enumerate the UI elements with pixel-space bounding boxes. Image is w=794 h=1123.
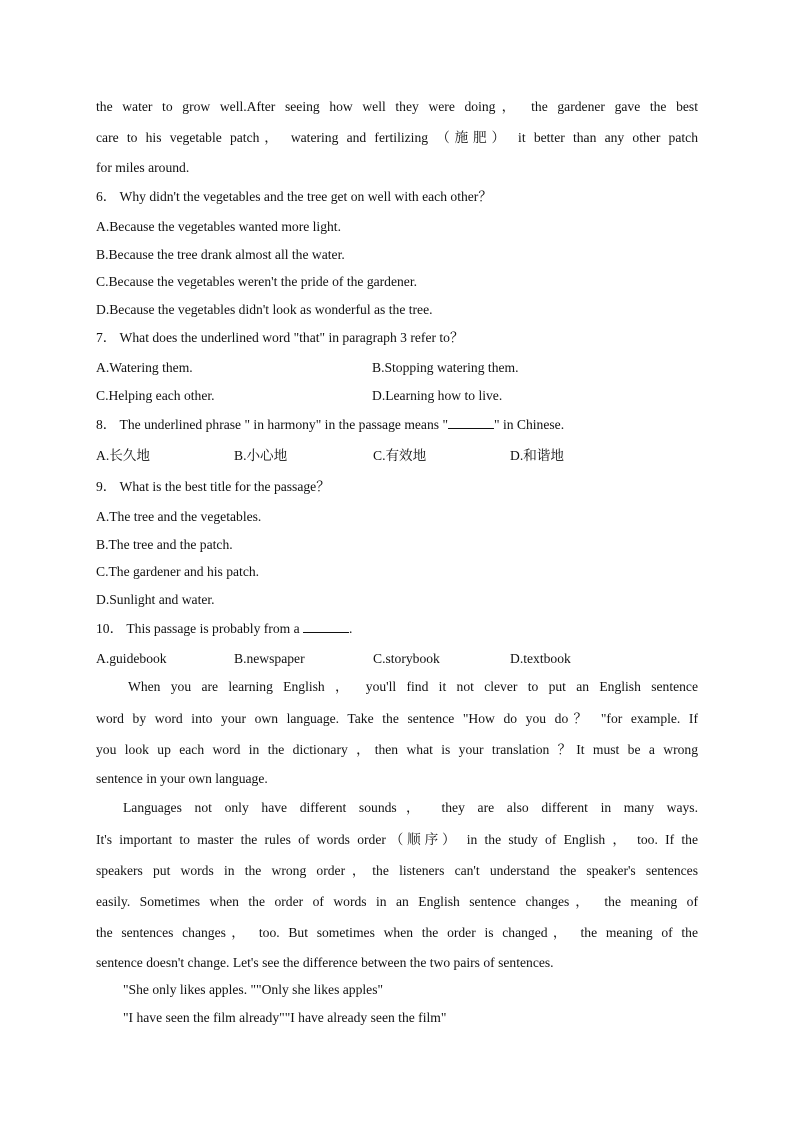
question-7-stem: 7． What does the underlined word "that" in paragraph 3 refer to？: [96, 330, 464, 345]
question-10-stem-tail: .: [349, 621, 353, 636]
question-8-stem-tail: " in Chinese.: [494, 417, 565, 432]
question-8-option-d: D.和谐地: [510, 448, 564, 463]
passage-line: Languages not only have different sounds， they are also different in many ways.: [123, 800, 698, 815]
question-8-option-c: C.有效地: [373, 448, 427, 463]
passage-line: It's important to master the rules of words order（顺序） in the study of English ， too. If the: [96, 832, 698, 847]
question-9-option-a: A.The tree and the vegetables.: [96, 509, 262, 524]
passage-line: sentence doesn't change. Let's see the difference between the two pairs of sentences.: [96, 955, 554, 970]
question-9-stem: 9． What is the best title for the passage？: [96, 479, 330, 494]
question-10-stem: [96, 620, 698, 638]
example-sentence-pair: "She only likes apples. ""Only she likes apples": [123, 982, 384, 997]
answer-blank: [448, 416, 494, 429]
question-6-stem: 6． Why didn't the vegetables and the tree get on well with each other？: [96, 189, 492, 204]
question-7-option-c: C.Helping each other.: [96, 388, 215, 403]
question-9-option-d: D.Sunlight and water.: [96, 592, 215, 607]
question-6-option-a: A.Because the vegetables wanted more light.: [96, 219, 341, 234]
question-7-option-d: D.Learning how to live.: [372, 388, 503, 403]
question-9-option-c: C.The gardener and his patch.: [96, 564, 260, 579]
question-6-option-b: B.Because the tree drank almost all the water.: [96, 247, 345, 262]
question-7-option-b: B.Stopping watering them.: [372, 360, 519, 375]
question-6-option-d: D.Because the vegetables didn't look as wonderful as the tree.: [96, 302, 433, 317]
intro-line: care to his vegetable patch， watering and fertilizing （施肥） it better than any other patch: [96, 130, 698, 145]
question-6-option-c: C.Because the vegetables weren't the pride of the gardener.: [96, 274, 418, 289]
passage-line: you look up each word in the dictionary ，then what is your translation ？It must be a wrong: [96, 742, 698, 757]
question-8-option-b: B.小心地: [234, 448, 288, 463]
question-10-option-b: B.newspaper: [234, 651, 305, 666]
example-sentence-pair: "I have seen the film already""I have already seen the film": [123, 1010, 447, 1025]
passage-line: speakers put words in the wrong order，the listeners can't understand the speaker's sentences: [96, 863, 698, 878]
question-10-option-d: D.textbook: [510, 651, 571, 666]
passage-line: easily. Sometimes when the order of words in an English sentence changes， the meaning of: [96, 894, 698, 909]
passage-line: word by word into your own language. Take the sentence "How do you do？ "for example. If: [96, 711, 698, 726]
question-10-option-a: A.guidebook: [96, 651, 167, 666]
passage-line: When you are learning English ， you'll find it not clever to put an English sentence: [128, 679, 698, 694]
intro-line: the water to grow well.After seeing how well they were doing， the gardener gave the best: [96, 99, 698, 114]
question-8-stem-text: 8． The underlined phrase " in harmony" in the passage means ": [96, 417, 448, 432]
question-9-option-b: B.The tree and the patch.: [96, 537, 233, 552]
passage-line: the sentences changes， too. But sometimes when the order is changed， the meaning of the: [96, 925, 698, 940]
question-10-option-c: C.storybook: [373, 651, 440, 666]
question-10-stem-text: 10． This passage is probably from a: [96, 621, 304, 636]
question-8-option-a: A.长久地: [96, 448, 150, 463]
question-7-option-a: A.Watering them.: [96, 360, 193, 375]
question-8-stem: [96, 416, 698, 434]
passage-line: sentence in your own language.: [96, 771, 268, 786]
answer-blank: [303, 620, 349, 633]
intro-line: for miles around.: [96, 160, 190, 175]
